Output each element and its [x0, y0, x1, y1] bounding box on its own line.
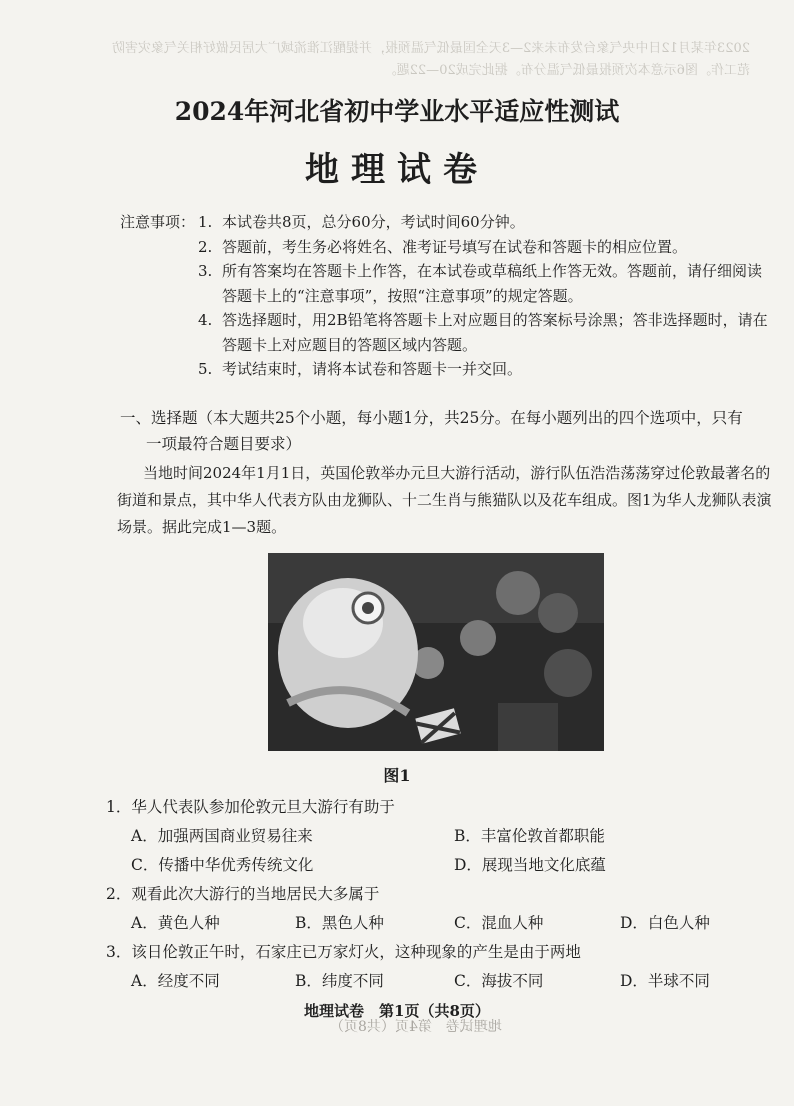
note-text: 所有答案均在答题卡上作答，在本试卷或草稿纸上作答无效。答题前，请仔细阅读答题卡上的“注意事项”，按照“注意事项”的规定答题。: [222, 262, 763, 305]
section-heading-line: 一项最符合题目要求）: [146, 435, 302, 453]
notes-label: 注意事项：: [120, 213, 196, 231]
note-item: [120, 210, 770, 235]
answer-option: D．白色人种: [620, 914, 710, 932]
note-text: 答题前，考生务必将姓名、准考证号填写在试卷和答题卡的相应位置。: [222, 237, 688, 256]
figure-caption: 图1: [383, 766, 411, 785]
passage-text: 当地时间2024年1月1日，英国伦敦举办元旦大游行活动，游行队伍浩浩荡荡穿过伦敦最著名的街道和景点，其中华人代表方队由龙狮队、十二生肖与熊猫队以及花车组成。图1为华人龙狮队表演场景。据此完成1—3题。: [117, 464, 772, 536]
note-number: 2.: [198, 237, 213, 256]
note-number: 3.: [198, 262, 213, 280]
question-stem: 2．观看此次大游行的当地居民大多属于: [106, 885, 380, 903]
answer-option: B．丰富伦敦首都职能: [454, 827, 605, 845]
note-number: 1.: [198, 213, 213, 231]
answer-option: D．展现当地文化底蕴: [454, 856, 606, 874]
note-text: 本试卷共8页，总分60分，考试时间60分钟。: [222, 213, 525, 231]
exam-notes: [120, 210, 770, 382]
note-item: [120, 235, 770, 260]
answer-option: B．纬度不同: [295, 972, 384, 990]
question-stem: 1．华人代表队参加伦敦元旦大游行有助于: [106, 798, 395, 816]
answer-option: D．半球不同: [620, 972, 710, 990]
page-footer: 地理试卷 第1页（共8页）: [304, 1002, 490, 1020]
note-item: [120, 259, 770, 308]
show-through-text-bottom: 地理试卷 第4页（共8页）: [330, 1019, 502, 1035]
note-text: 答选择题时，用2B铅笔将答题卡上对应题目的答案标号涂黑；答非选择题时，请在答题卡上对应题目的答题区域内答题。: [222, 311, 768, 354]
note-number: 5.: [198, 360, 213, 378]
section-heading: [120, 405, 770, 457]
answer-option: A．经度不同: [131, 972, 220, 990]
subject-title: 地理试卷: [305, 150, 489, 190]
lion-dance-photo: [268, 553, 604, 751]
note-item: [120, 357, 770, 382]
section-heading-line: 一、选择题（本大题共25个小题，每小题1分，共25分。在每小题列出的四个选项中，只有: [120, 409, 743, 427]
answer-option: A．黄色人种: [131, 914, 220, 932]
answer-option: C．海拔不同: [454, 972, 544, 990]
answer-option: C．传播中华优秀传统文化: [131, 856, 314, 874]
note-item: [120, 308, 770, 357]
reading-passage: [117, 460, 777, 541]
note-text: 考试结束时，请将本试卷和答题卡一并交回。: [222, 360, 523, 378]
exam-title: 2024年河北省初中学业水平适应性测试: [174, 97, 620, 126]
photo-illustration: [268, 553, 604, 751]
answer-option: C．混血人种: [454, 914, 544, 932]
note-number: 4.: [198, 311, 213, 329]
question-stem: 3．该日伦敦正午时，石家庄已万家灯火，这种现象的产生是由于两地: [106, 943, 581, 961]
answer-option: B．黑色人种: [295, 914, 384, 932]
show-through-text-top: 2023年某月12日中央气象台发布未来2—3天全国最低气温预报，并提醒江淮流域广大居民做好相关气象灾害防范工作。图6示意本次预报最低气温分布。据此完成20—22题。: [111, 41, 750, 78]
answer-option: A．加强两国商业贸易往来: [131, 827, 313, 845]
